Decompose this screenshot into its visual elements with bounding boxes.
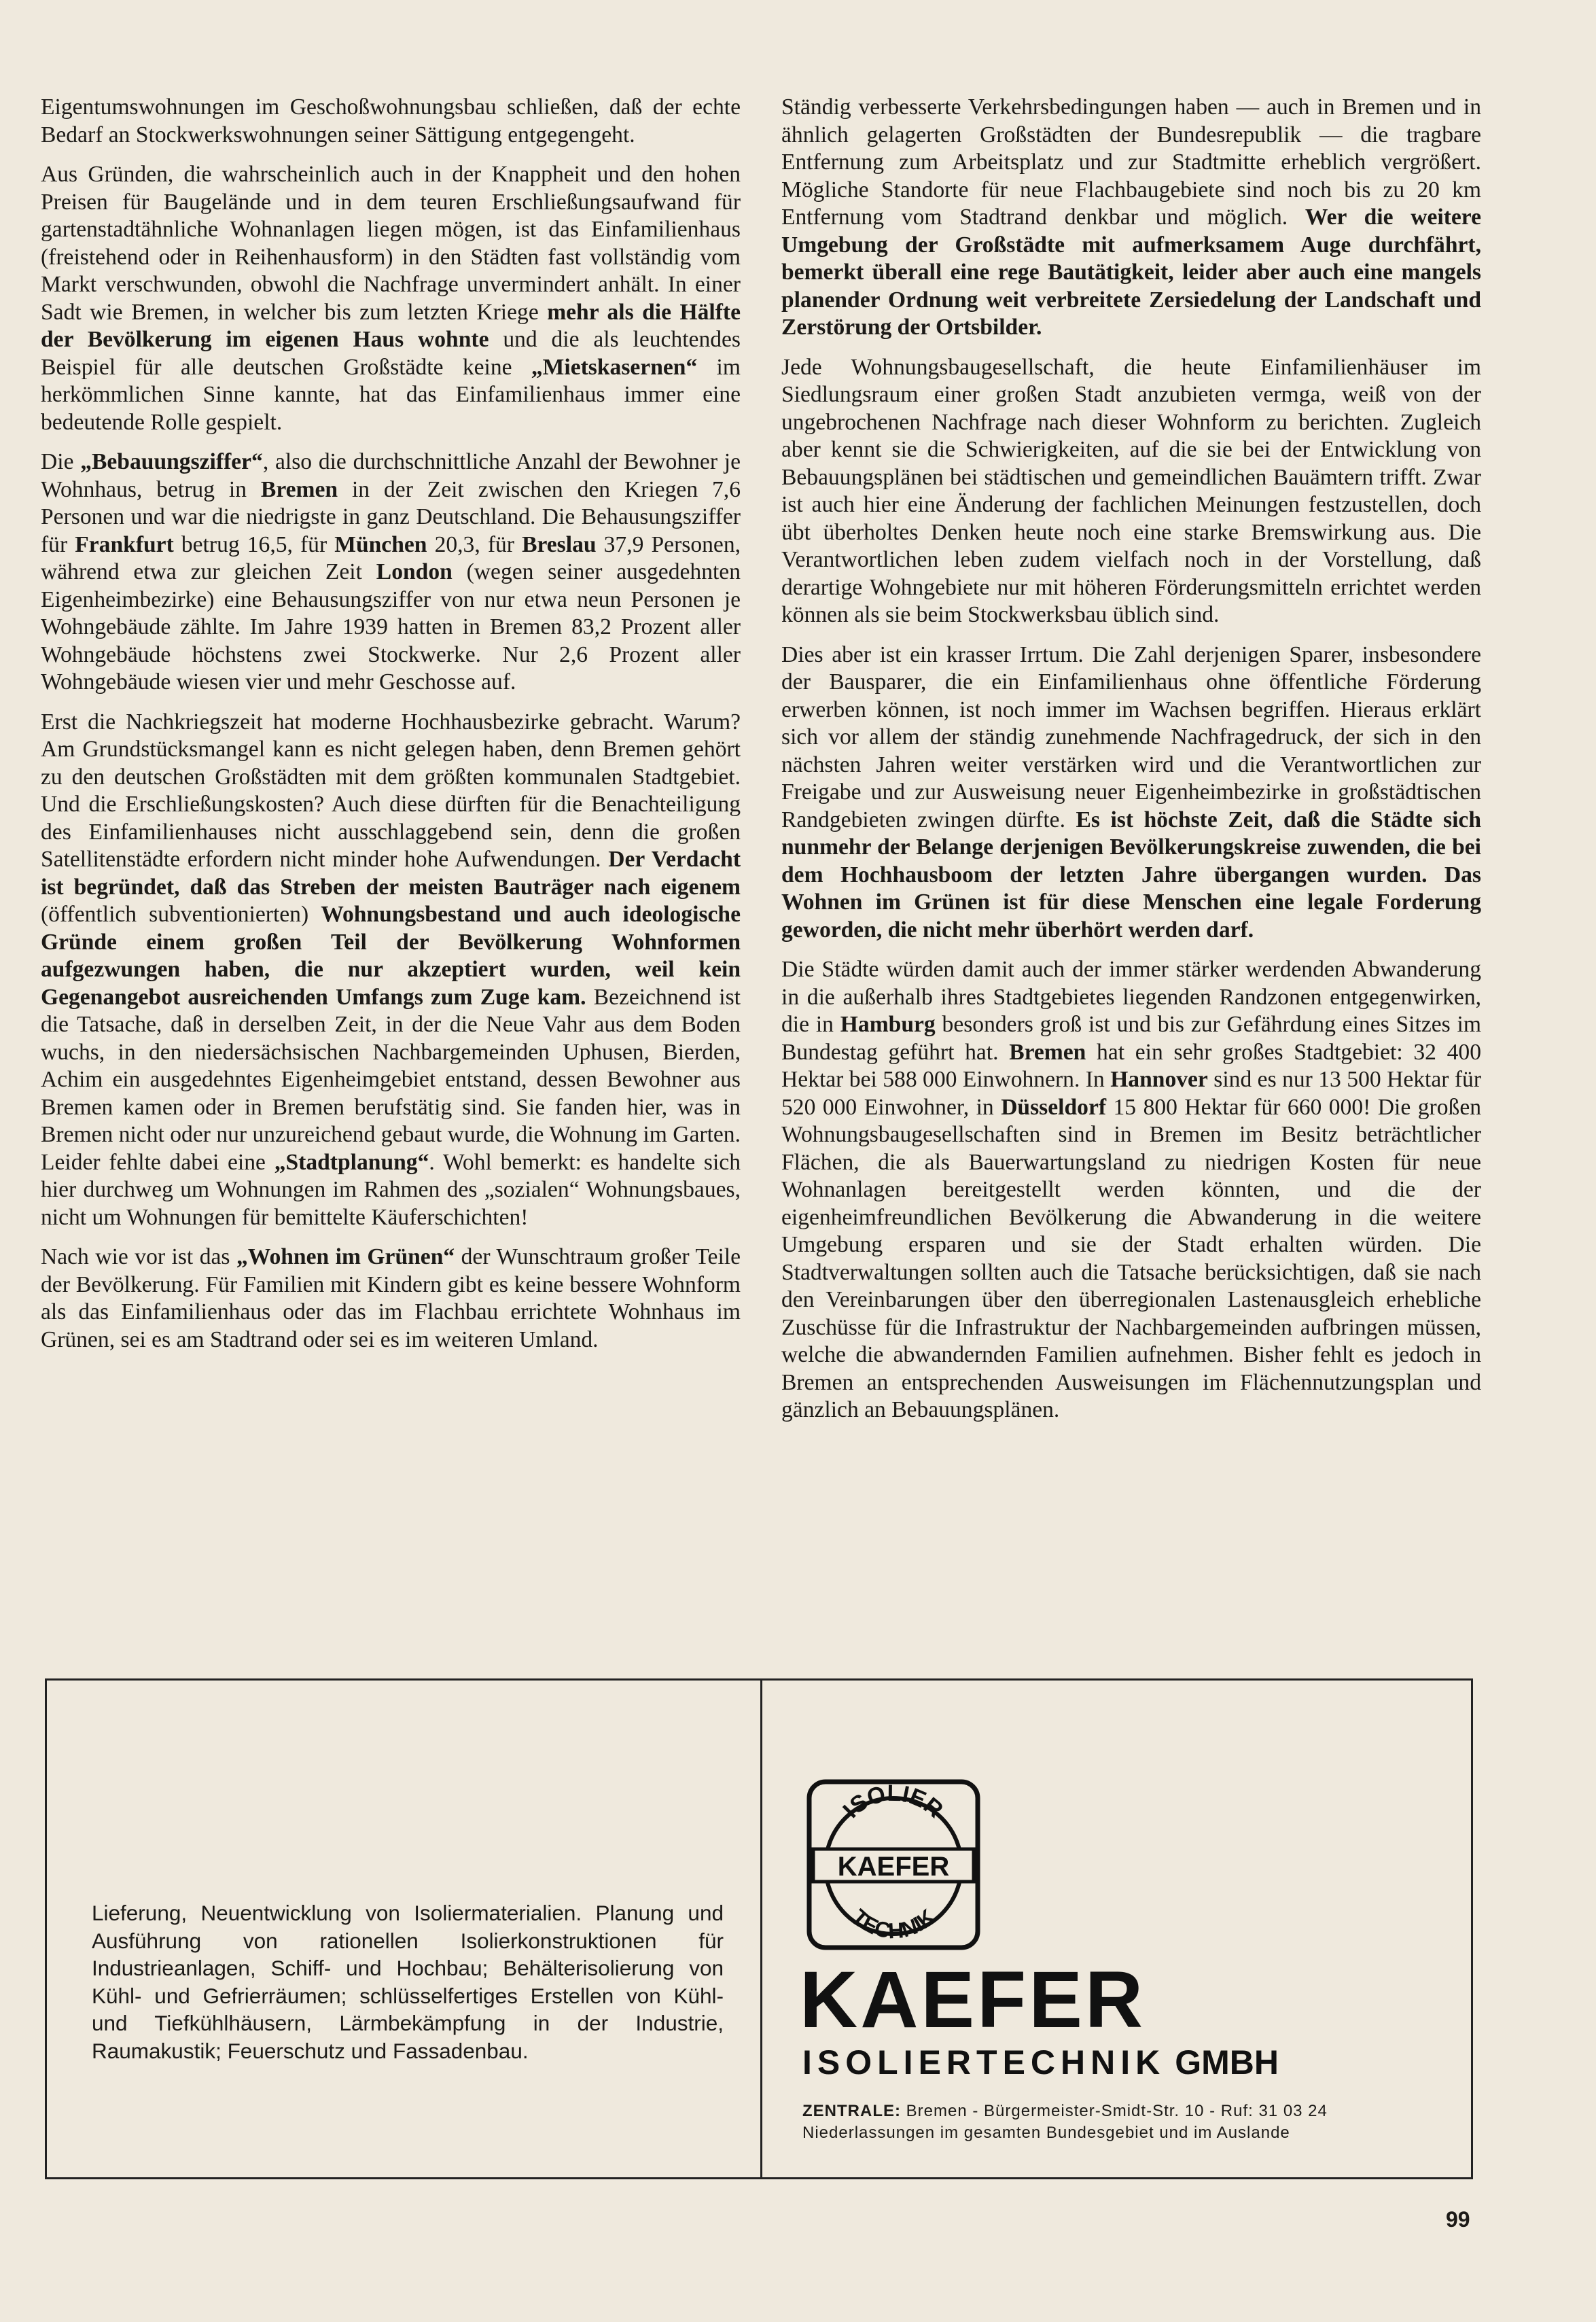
left-text-column <box>41 94 741 1366</box>
paragraph <box>781 354 1481 629</box>
text-run: Jede Wohnungsbaugesellschaft, die heute Einfamilienhäuser im Siedlungsraum einer großen Stadt anzubieten vermga, weiß von der ungebrochenen Nachfrage nach dieser Wohnform zu berichten. Zugleich aber kennt sie die Schwierigkeiten, auf die sie bei der Entwicklung von Bebauungsplänen bei städtischen und gemeindlichen Bauämtern trifft. Zwar ist auch hier eine Änderung der fachlichen Meinungen festzustellen, doch übt überholtes Denken heute noch eine starke Bremswirkung aus. Die Verantwortlichen leben zudem vielfach noch in der Vorstellung, daß derartige Wohngebiete nur mit höheren Förderungsmitteln errichtet werden können als sie beim Stockwerksbau üblich sind. <box>781 354 1481 627</box>
bold-text: Bremen <box>1009 1039 1086 1065</box>
bold-text: „Bebauungsziffer“ <box>80 449 263 474</box>
ad-divider <box>760 1681 762 2177</box>
bold-text: Wer die weitere Umgebung der Großstädte mit aufmerksamem Auge durchfährt, bemerkt überall eine rege Bautätigkeit, leider aber auch eine mangels planender Ordnung weit verbreitete Zersiedelung der Landschaft und Zerstörung der Ortsbilder. <box>781 205 1482 340</box>
company-address <box>802 2100 1414 2144</box>
bold-text: Frankfurt <box>75 531 174 557</box>
brand-name: KAEFER <box>800 1955 1146 2045</box>
text-run: Dies aber ist ein krasser Irrtum. Die Zahl derjenigen Sparer, insbesondere der Bausparer, die ein Einfamilienhaus ohne öffentliche Förderung erwerben können, ist noch immer im Wachsen begriffen. Hieraus erklärt sich vor allem der ständig zunehmende Nachfragedruck, der sich in den nächsten Jahren weiter verstärken wird und die Verantwortlichen zur Freigabe und zur Ausweisung neuer Eigenheimbezirke in großstädtischen Randgebieten zwingen dürfte. <box>781 641 1481 832</box>
text-run: Aus Gründen, die wahrscheinlich auch in der Knappheit und den hohen Preisen für Baugelände und in dem teuren Erschließungsaufwand für gartenstadtähnliche Wohnanlagen liegen mögen, ist das Einfamilienhaus (freistehend oder in Reihenhausform) in den Städten fast vollständig vom Markt verschwunden, obwohl die Nachfrage unvermindert anhält. In einer Sadt wie Bremen, in welcher bis zum letzten Kriege <box>41 162 741 325</box>
branches-text: Niederlassungen im gesamten Bundesgebiet und im Auslande <box>802 2124 1290 2142</box>
text-run: Nach wie vor ist das <box>41 1244 236 1269</box>
bold-text: Düsseldorf <box>1001 1094 1107 1120</box>
page-number: 99 <box>1446 2207 1470 2232</box>
brand-subtitle <box>802 2043 1279 2081</box>
bold-text: „Stadtplanung“ <box>274 1149 429 1175</box>
text-run: Erst die Nachkriegszeit hat moderne Hochhausbezirke gebracht. Warum? Am Grundstücksmangel kann es nicht gelegen haben, denn Bremen gehört zu den deutschen Großstädten mit dem größten kommunalen Stadtgebiet. Und die Erschließungskosten? Auch diese dürften für die Benachteiligung des Einfamilienhauses nicht ausschlaggebend sein, denn die großen Satellitenstädte erfordern nicht minder hohe Aufwendungen. <box>41 709 741 872</box>
text-run: , also die durchschnittliche Anzahl der Bewohner je Wohnhaus, betrug in <box>41 449 741 502</box>
text-run: 15 800 Hektar für 660 000! Die großen Wohnungsbaugesellschaften sind in Bremen im Besitz beträchtlicher Flächen, die als Bauerwartungsland zu niedrigen Kosten für neue Wohnanlagen bereitgestellt werden könnten, und die der eigenheimfreundlichen Bevölkerung die Abwanderung in die weitere Umgebung ersparen und sie der Stadt erhalten würden. Die Stadtverwaltungen sollten auch die Tatsache berücksichtigen, daß sie nach den Vereinbarungen über den überregionalen Lastenausgleich erhebliche Zuschüsse für die Infrastruktur der Nachbargemeinden aufbringen müssen, welche die abwandernden Familien aufnehmen. Bisher fehlt es jedoch in Bremen an entsprechenden Ausweisungen im Flächennutzungsplan und gänzlich an Bebauungsplänen. <box>781 1094 1482 1422</box>
text-run: und die als leuchtendes Beispiel für alle deutschen Großstädte keine <box>41 327 741 380</box>
bold-text: Der Verdacht ist begründet, daß das Streben der meisten Bauträger nach eigenem <box>41 847 741 900</box>
logo-top-text: ISOLIER <box>838 1780 948 1823</box>
bold-text: Es ist höchste Zeit, daß die Städte sich nunmehr der Belange derjenigen Bevölkerungskreise zuwenden, die bei dem Hochhausboom der letzten Jahre übergangen wurden. Das Wohnen im Grünen ist für diese Menschen eine legale Forderung geworden, die nicht mehr überhört werden darf. <box>781 807 1481 943</box>
text-run: Ständig verbesserte Verkehrsbedingungen haben — auch in Bremen und in ähnlich gelagerten Großstädten der Bundesrepublik — die tragbare Entfernung zum Arbeitsplatz und zur Stadtmitte erheblich vergrößert. Mögliche Standorte für neue Flachbaugebiete sind noch bis zu 20 km Entfernung vom Stadtrand denkbar und möglich. <box>781 94 1481 230</box>
brand-subtitle-suffix: GMBH <box>1175 2043 1279 2081</box>
kaefer-advertisement <box>45 1678 1473 2179</box>
text-run: (öffentlich subventionierten) <box>41 902 321 927</box>
paragraph <box>41 161 741 436</box>
kaefer-logo-icon <box>806 1779 980 1950</box>
text-run: in der Zeit zwischen den Kriegen 7,6 Personen und war die niedrigste in ganz Deutschland. Die Behausungsziffer für <box>41 476 741 557</box>
bold-text: Breslau <box>522 531 597 557</box>
ad-description: Lieferung, Neuentwicklung von Isoliermaterialien. Planung und Ausführung von rationellen Isolierkonstruktionen für Industrieanlagen, Schiff- und Hochbau; Behälterisolierung von Kühl- und Gefrierräumen; schlüsselfertiges Erstellen von Kühl- und Tiefkühlhäusern, Lärmbekämpfung in der Industrie, Raumakustik; Feuerschutz und Fassadenbau. <box>92 1901 724 2063</box>
bold-text: „Wohnen im Grünen“ <box>236 1244 455 1269</box>
text-run: 20,3, für <box>427 531 522 557</box>
bold-text: Wohnungsbestand und auch ideologische Gründe einem großen Teil der Bevölkerung Wohnformen aufgezwungen haben, die nur akzeptiert wurden, weil kein Gegenangebot ausreichenden Umfangs zum Zuge kam. <box>41 902 741 1010</box>
text-run: Die Städte würden damit auch der immer stärker werdenden Abwanderung in die außerhalb ihres Stadtgebietes liegenden Randzonen entgegenwirken, die in <box>781 957 1481 1037</box>
right-text-column <box>781 94 1481 1437</box>
text-run: Eigentumswohnungen im Geschoßwohnungsbau schließen, daß der echte Bedarf an Stockwerkswohnungen seiner Sättigung entgegengeht. <box>41 94 741 147</box>
logo-bottom-text: TECHNIK <box>847 1904 940 1943</box>
paragraph <box>41 448 741 697</box>
text-run: der Wunschtraum großer Teile der Bevölkerung. Für Familien mit Kindern gibt es keine bessere Wohnform als das Einfamilienhaus oder das im Flachbau errichtete Wohnhaus im Grünen, sei es am Stadtrand oder sei es im weiteren Umland. <box>41 1244 741 1352</box>
bold-text: Bremen <box>260 476 338 502</box>
text-run: Die <box>41 449 81 474</box>
brand-subtitle-main: ISOLIERTECHNIK <box>802 2043 1166 2081</box>
address-label: ZENTRALE: <box>802 2102 901 2120</box>
text-run: Bezeichnend ist die Tatsache, daß in derselben Zeit, in der die Neue Vahr aus dem Boden wuchs, in den niedersächsischen Nachbargemeinden Uphusen, Bierden, Achim ein ausgedehntes Eigenheimgebiet entstand, dessen Bewohner aus Bremen kamen oder in Bremen berufstätig sind. Sie fanden hier, was in Bremen nicht oder nur unzureichend gebaut wurde, die Wohnung im Garten. Leider fehlte dabei eine <box>41 984 741 1175</box>
paragraph <box>41 94 741 149</box>
text-run: besonders groß ist und bis zur Gefährdung eines Sitzes im Bundestag geführt hat. <box>781 1012 1481 1065</box>
paragraph <box>41 1244 741 1354</box>
bold-text: Hamburg <box>840 1012 936 1037</box>
text-run: . Wohl bemerkt: es handelte sich hier durchweg um Wohnungen im Rahmen des „sozialen“ Wohnungsbaues, nicht um Wohnungen für bemittelte Käuferschichten! <box>41 1149 741 1230</box>
bold-text: London <box>376 559 453 584</box>
text-run: betrug 16,5, für <box>173 531 335 557</box>
bold-text: Hannover <box>1110 1067 1208 1092</box>
paragraph <box>781 94 1481 342</box>
text-run: hat ein sehr großes Stadtgebiet: 32 400 Hektar bei 588 000 Einwohnern. In <box>781 1039 1481 1092</box>
text-run: (wegen seiner ausgedehnten Eigenheimbezirke) eine Behausungsziffer von nur etwa neun Personen je Wohngebäude zählte. Im Jahre 1939 hatten in Bremen 83,2 Prozent aller Wohngebäude höchstens zwei Stockwerke. Nur 2,6 Prozent aller Wohngebäude wiesen vier und mehr Geschosse auf. <box>41 559 741 694</box>
text-run: im herkömmlichen Sinne kannte, hat das Einfamilienhaus immer eine bedeutende Rolle gespielt. <box>41 354 741 435</box>
address-text: Bremen - Bürgermeister-Smidt-Str. 10 - Ruf: 31 03 24 <box>906 2102 1328 2120</box>
bold-text: München <box>334 531 427 557</box>
text-run: 37,9 Personen, während etwa zur gleichen Zeit <box>41 531 741 584</box>
paragraph <box>781 641 1481 945</box>
paragraph <box>41 709 741 1232</box>
logo-middle-text: KAEFER <box>837 1852 950 1882</box>
paragraph <box>781 956 1481 1424</box>
bold-text: „Mietskasernen“ <box>531 354 698 380</box>
text-run: sind es nur 13 500 Hektar für 520 000 Einwohner, in <box>781 1067 1482 1120</box>
bold-text: mehr als die Hälfte der Bevölkerung im eigenen Haus wohnte <box>41 299 741 352</box>
